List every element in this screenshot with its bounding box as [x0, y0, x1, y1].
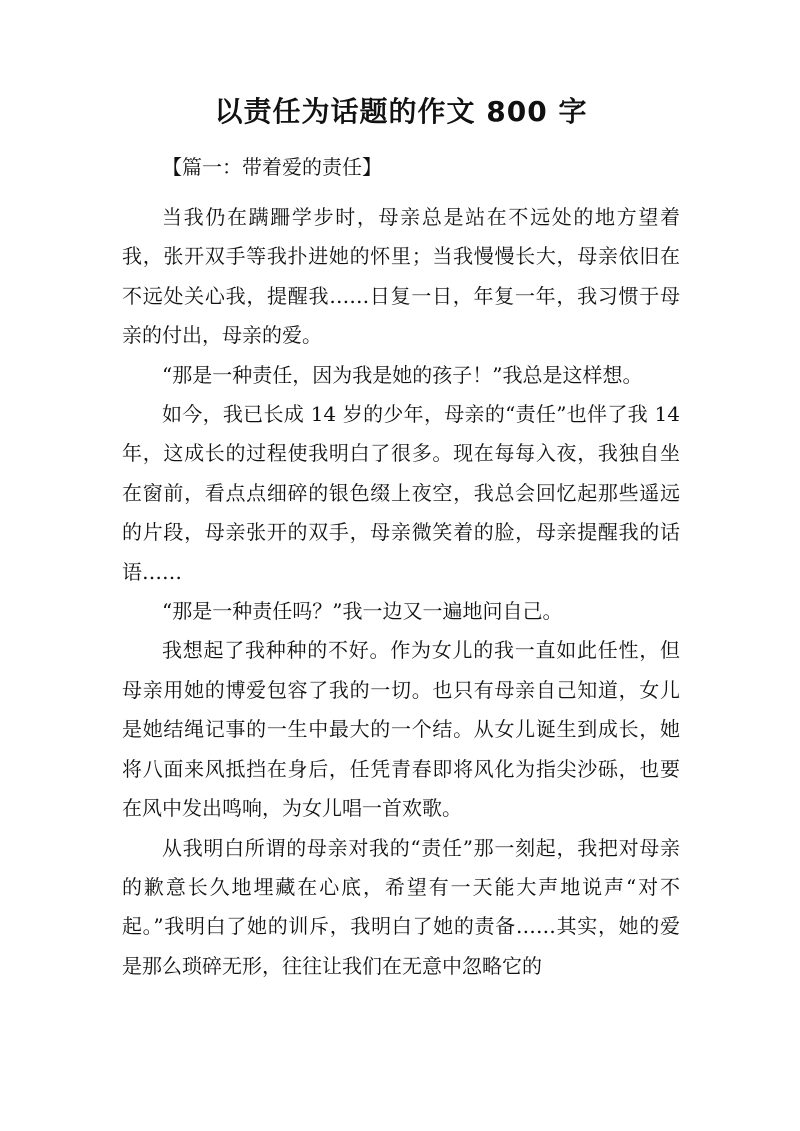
paragraph-1: 当我仍在蹒跚学步时，母亲总是站在不远处的地方望着我，张开双手等我扑进她的怀里；当我慢慢长大，母亲依旧在不远处关心我，提醒我……日复一日，年复一年，我习惯于母亲的付出，母亲的爱。	[122, 205, 680, 348]
paragraph-5: 我想起了我种种的不好。作为女儿的我一直如此任性，但母亲用她的博爱包容了我的一切。也只有母亲自己知道，女儿是她结绳记事的一生中最大的一个结。从女儿诞生到成长，她将八面来风抵挡在身后，任凭青春即将风化为指尖沙砾，也要在风中发出鸣响，为女儿唱一首欢歌。	[122, 638, 680, 821]
paragraph-6: 从我明白所谓的母亲对我的“责任”那一刻起，我把对母亲的歉意长久地埋藏在心底，希望有一天能大声地说声“对不起。”我明白了她的训斥，我明白了她的责备……其实，她的爱是那么琐碎无形，往往让我们在无意中忽略它的	[122, 835, 680, 978]
paragraph-4: “那是一种责任吗？”我一边又一遍地问自己。	[162, 599, 563, 624]
document-title: 以责任为话题的作文 800 字	[214, 95, 588, 128]
section-heading: 【篇一：带着爱的责任】	[162, 155, 382, 179]
paragraph-3: 如今，我已长成 14 岁的少年，母亲的“责任”也伴了我 14 年，这成长的过程使我明白了很多。现在每每入夜，我独自坐在窗前，看点点细碎的银色缀上夜空，我总会回忆起那些遥远的片段，母亲张开的双手，母亲微笑着的脸，母亲提醒我的话语……	[122, 402, 680, 584]
paragraph-2: “那是一种责任，因为我是她的孩子！”我总是这样想。	[162, 362, 643, 387]
